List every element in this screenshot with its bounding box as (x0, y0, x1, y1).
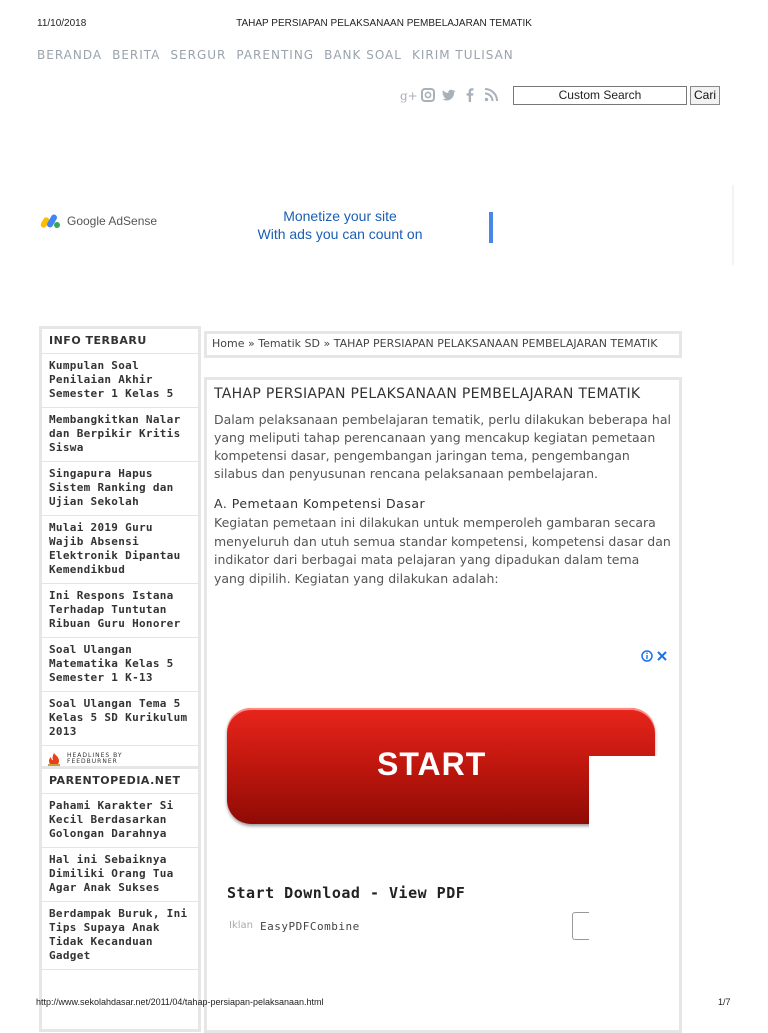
print-page-number: 1/7 (718, 997, 731, 1007)
sidebar-info-item[interactable]: Mulai 2019 Guru Wajib Absensi Elektronik Dipantau Kemendikbud (42, 515, 198, 583)
info-icon[interactable] (641, 650, 653, 662)
sidebar-info-item[interactable]: Singapura Hapus Sistem Ranking dan Ujian Sekolah (42, 461, 198, 515)
close-icon[interactable] (657, 651, 667, 661)
article-body (204, 377, 682, 1033)
article-title: TAHAP PERSIAPAN PELAKSANAAN PEMBELAJARAN TEMATIK (214, 386, 641, 402)
sidebar-info-title: INFO TERBARU (49, 334, 147, 347)
search-input[interactable]: Custom Search (513, 86, 687, 105)
adchoices[interactable] (641, 650, 667, 662)
sidebar-info-item[interactable]: Kumpulan Soal Penilaian Akhir Semester 1 Kelas 5 (42, 353, 198, 407)
facebook-icon[interactable] (463, 88, 477, 102)
sidebar-info-item[interactable]: Membangkitkan Nalar dan Berpikir Kritis Siswa (42, 407, 198, 461)
ad-edge-divider (732, 185, 734, 265)
ad-tagline-line2: With ads you can count on (257, 226, 423, 242)
nav-item-berita[interactable]: BERITA (112, 48, 161, 62)
feedburner-flame-icon (46, 752, 62, 766)
ad-accent-bar (489, 212, 493, 243)
ad-open-button[interactable] (572, 912, 589, 940)
google-plus-icon[interactable] (400, 88, 418, 103)
twitter-icon[interactable] (442, 88, 456, 102)
feedburner-line2: FEEDBURNER (67, 758, 118, 765)
search-button[interactable]: Cari (690, 86, 720, 105)
adsense-icon (41, 213, 61, 229)
sidebar-info-terbaru (39, 326, 201, 774)
adsense-logo[interactable] (41, 213, 157, 229)
ad-label: Iklan (229, 920, 253, 931)
sidebar-info-item[interactable]: Soal Ulangan Tema 5 Kelas 5 SD Kurikulum 2013 (42, 691, 198, 745)
feedburner-line1: HEADLINES BY (67, 752, 123, 759)
ad-title[interactable]: Start Download - View PDF (227, 884, 466, 902)
nav-item-parenting[interactable]: PARENTING (236, 48, 315, 62)
breadcrumb-current: TAHAP PERSIAPAN PELAKSANAAN PEMBELAJARAN TEMATIK (333, 337, 658, 350)
adsense-brand: Google AdSense (67, 214, 158, 228)
sidebar-parent-title[interactable]: PARENTOPEDIA.NET (49, 774, 181, 787)
article-paragraph-a: Kegiatan pemetaan ini dilakukan untuk memperoleh gambaran secara menyeluruh dan utuh semua standar kompetensi, kompetensi dasar dan indikator dari berbagai mata pelajaran yang dipadukan dalam tema yang dipilih. Kegiatan yang dilakukan adalah: (214, 515, 671, 586)
breadcrumb-separator: » (323, 337, 331, 350)
sidebar-parentopedia (39, 766, 201, 1032)
breadcrumb-home[interactable]: Home (212, 337, 245, 350)
print-date: 11/10/2018 (37, 18, 87, 29)
ad-mask (589, 756, 664, 856)
article-heading-a: A. Pemetaan Kompetensi Dasar (214, 496, 426, 511)
sidebar-info-item[interactable]: Soal Ulangan Matematika Kelas 5 Semester 1 K-13 (42, 637, 198, 691)
ad-tagline[interactable] (190, 207, 490, 243)
sidebar-parent-item[interactable]: Berdampak Buruk, Ini Tips Supaya Anak Tidak Kecanduan Gadget (42, 901, 198, 969)
start-download-label: START (377, 746, 487, 782)
nav-item-bank-soal[interactable]: BANK SOAL (324, 48, 402, 62)
nav-item-sergur[interactable]: SERGUR (170, 48, 227, 62)
rss-icon[interactable] (484, 88, 498, 102)
print-title: TAHAP PERSIAPAN PELAKSANAAN PEMBELAJARAN TEMATIK (236, 18, 532, 29)
main-nav (37, 48, 514, 62)
sidebar-info-item[interactable]: Ini Respons Istana Terhadap Tuntutan Ribuan Guru Honorer (42, 583, 198, 637)
nav-item-beranda[interactable]: BERANDA (37, 48, 103, 62)
breadcrumb-separator: » (247, 337, 255, 350)
print-url: http://www.sekolahdasar.net/2011/04/tahap-persiapan-pelaksanaan.html (36, 997, 324, 1007)
breadcrumb-category[interactable]: Tematik SD (258, 337, 320, 350)
social-icons (400, 88, 498, 102)
article-intro: Dalam pelaksanaan pembelajaran tematik, perlu dilakukan beberapa hal yang meliputi tahap perencanaan yang mencakup kegiatan pemetaan kompetensi dasar, pengembangan jaringan tema, pengembangan silabus dan penyusunan rencana pelaksanaan pembelajaran. (214, 412, 671, 481)
svg-text:g+: g+ (400, 89, 418, 103)
ad-tagline-line1: Monetize your site (283, 208, 397, 224)
nav-item-kirim-tulisan[interactable]: KIRIM TULISAN (411, 48, 514, 62)
ad-advertiser[interactable]: EasyPDFCombine (260, 920, 360, 933)
breadcrumb (204, 331, 682, 358)
sidebar-parent-item[interactable]: Hal ini Sebaiknya Dimiliki Orang Tua Agar Anak Sukses (42, 847, 198, 901)
instagram-icon[interactable] (421, 88, 435, 102)
sidebar-parent-item[interactable]: Pahami Karakter Si Kecil Berdasarkan Golongan Darahnya (42, 793, 198, 847)
